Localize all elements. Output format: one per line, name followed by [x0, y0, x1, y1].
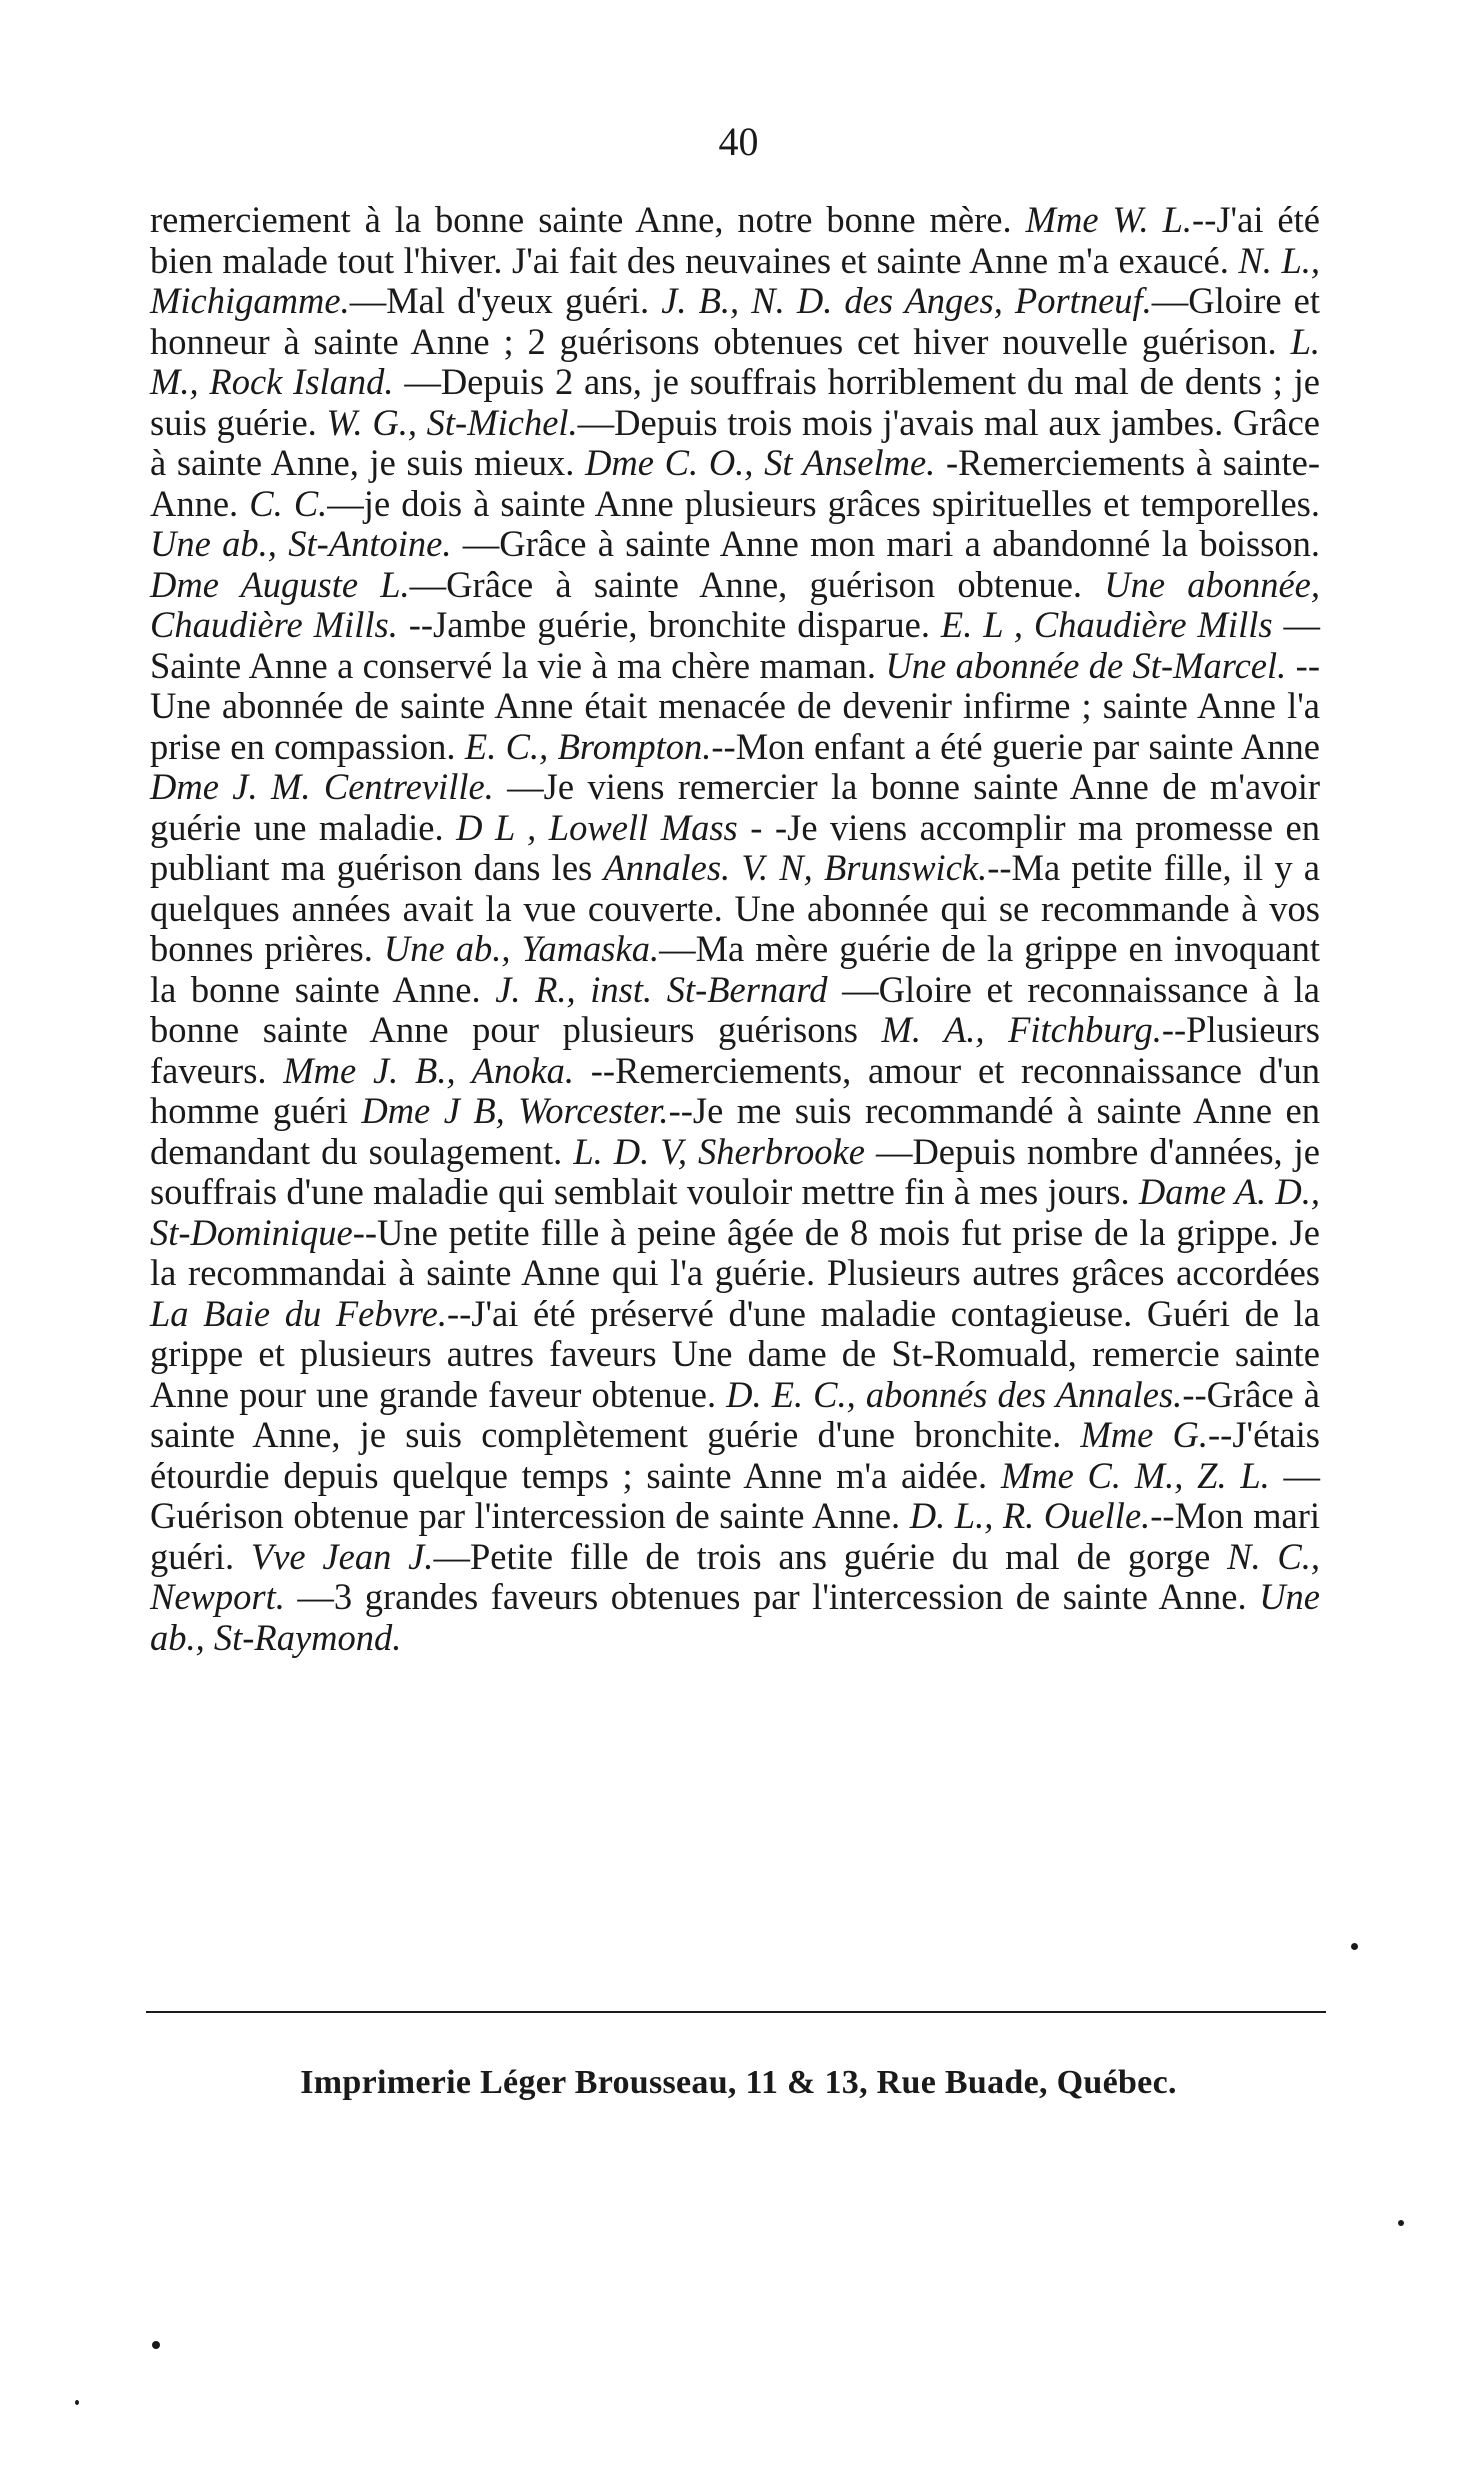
testimonial-text: —Petite fille de trois ans guérie du mal de gorge [433, 1535, 1228, 1577]
testimonial-text: —Depuis trois mois j'avais mal aux jambes. Grâce à sainte Anne, je suis mieux. [150, 401, 1321, 483]
testimonial-signature: M. A., Fitchburg. [881, 1009, 1162, 1050]
testimonial-signature: Mme C. M., Z. L. [1000, 1454, 1270, 1496]
testimonial-text: --Plusieurs faveurs. [150, 1009, 1320, 1091]
testimonial-text: —Je viens remercier la bonne sainte Anne de m'avoir guérie une maladie. [150, 766, 1320, 848]
testimonial-text: --Une abonnée de sainte Anne était menacée de devenir infirme ; sainte Anne l'a prise en compassion. [150, 644, 1320, 767]
testimonial-text: —Depuis 2 ans, je souffrais horriblement du mal de dents ; je suis guérie. [150, 361, 1320, 443]
testimonial-signature: D. E. C., abonnés des Annales. [726, 1373, 1183, 1415]
testimonial-signature: J. B., N. D. des Anges, Portneuf. [661, 280, 1152, 321]
ink-speck [1398, 2220, 1404, 2226]
testimonial-text: —je dois à sainte Anne plusieurs grâces spirituelles et temporelles. [327, 482, 1320, 524]
testimonial-text: --Mon enfant a été guerie par sainte Anne [711, 725, 1320, 767]
testimonial-signature: Dme Auguste L. [150, 563, 410, 605]
testimonial-signature: Une abonnée de St-Marcel. [885, 644, 1287, 686]
testimonial-signature: D. L., R. Ouelle. [909, 1495, 1151, 1536]
testimonial-signature: Une ab., St-Raymond. [150, 1576, 1320, 1658]
testimonial-signature: Mme G. [1080, 1414, 1209, 1455]
ink-speck [152, 2341, 160, 2349]
testimonial-signature: C. C. [249, 482, 328, 524]
testimonial-text: —Guérison obtenue par l'intercession de sainte Anne. [150, 1454, 1320, 1536]
testimonial-signature: Une ab., Yamaska. [383, 928, 660, 969]
footer-rule [146, 2011, 1326, 2013]
testimonial-signature: Vve Jean J. [250, 1535, 434, 1577]
testimonial-text: —Gloire et honneur à sainte Anne ; 2 guérisons obtenues cet hiver nouvelle guérison. [150, 280, 1320, 362]
testimonial-signature: E. C., Brompton. [464, 725, 712, 767]
testimonial-signature: Annales. V. N, Brunswick. [603, 847, 988, 888]
printer-imprint: Imprimerie Léger Brousseau, 11 & 13, Rue Buade, Québec. [300, 2064, 1177, 2101]
testimonial-text: --Jambe guérie, bronchite disparue. [397, 604, 941, 645]
testimonial-signature: Dme C. O., St Anselme. [585, 442, 936, 483]
testimonial-signature: Une ab., St-Antoine. [150, 523, 452, 564]
testimonial-text: —3 grandes faveurs obtenues par l'intercession de sainte Anne. [284, 1576, 1260, 1617]
testimonial-text: --Remerciements, amour et reconnaissance d'un homme guéri [150, 1049, 1320, 1131]
testimonial-text: --Ma petite fille, il y a quelques années avait la vue couverte. Une abonnée qui se recommande à vos bonnes prières. [150, 847, 1320, 969]
ink-speck [75, 2400, 79, 2405]
testimonial-text: —Gloire et reconnaissance à la bonne sainte Anne pour plusieurs guérisons [150, 968, 1321, 1050]
page-number: 40 [718, 119, 759, 164]
testimonial-text: --Je me suis recommandé à sainte Anne en demandant du soulagement. [150, 1090, 1320, 1172]
testimonial-text: - -Je viens accomplir ma promesse en publiant ma guérison dans les [150, 806, 1320, 888]
body-paragraph [150, 200, 1320, 1658]
testimonial-signature: Mme W. L. [1025, 199, 1193, 240]
testimonial-signature: J. R., inst. St-Bernard [495, 968, 828, 1010]
testimonial-text: --Grâce à sainte Anne, je suis complètement guérie d'une bronchite. [150, 1373, 1320, 1455]
testimonial-signature: L. M., Rock Island. [150, 320, 1320, 402]
testimonial-signature: D L , Lowell Mass [456, 806, 738, 848]
testimonial-signature: L. D. V, Sherbrooke [573, 1130, 865, 1172]
testimonial-signature: W. G., St-Michel. [326, 401, 578, 443]
testimonial-signature: E. L , Chaudière Mills [940, 604, 1273, 645]
testimonial-signature: N. C., Newport. [150, 1535, 1320, 1617]
testimonial-text: —Mal d'yeux guéri. [349, 280, 662, 321]
testimonial-text: --J'étais étourdie depuis quelque temps ; sainte Anne m'a aidée. [150, 1414, 1321, 1496]
testimonial-signature: N. L., Michigamme. [150, 239, 1320, 321]
testimonial-signature: Dame A. D., St-Dominique [150, 1171, 1320, 1253]
testimonial-signature: Une abonnée, Chaudière Mills. [150, 563, 1320, 645]
testimonial-signature: Dme J B, Worcester. [361, 1090, 669, 1131]
testimonial-signature: La Baie du Febvre. [150, 1292, 447, 1334]
testimonial-text: --Mon mari guéri. [150, 1495, 1320, 1577]
testimonial-text: --Une petite fille à peine âgée de 8 mois fut prise de la grippe. Je la recommandai à sainte Anne qui l'a guérie. Plusieurs autres grâces accordées [150, 1211, 1320, 1293]
testimonial-text: —Sainte Anne a conservé la vie à ma chère maman. [150, 604, 1320, 686]
testimonial-text: remerciement à la bonne sainte Anne, notre bonne mère. [150, 199, 1026, 240]
testimonial-text: --J'ai été bien malade tout l'hiver. J'ai fait des neuvaines et sainte Anne m'a exaucé. [150, 199, 1320, 281]
testimonial-text: —Ma mère guérie de la grippe en invoquant la bonne sainte Anne. [150, 928, 1320, 1010]
testimonial-text: --J'ai été préservé d'une maladie contagieuse. Guéri de la grippe et plusieurs autres faveurs Une dame de St-Romuald, remercie sainte Anne pour une grande faveur obtenue. [150, 1292, 1320, 1415]
testimonial-text: —Depuis nombre d'années, je souffrais d'une maladie qui semblait vouloir mettre fin à mes jours. [150, 1130, 1321, 1212]
testimonial-signature: Mme J. B., Anoka. [283, 1049, 575, 1091]
testimonial-text: —Grâce à sainte Anne mon mari a abandonné la boisson. [451, 523, 1320, 564]
testimonial-text: —Grâce à sainte Anne, guérison obtenue. [409, 563, 1105, 605]
ink-speck [1351, 1943, 1358, 1950]
testimonial-text: -Remerciements à sainte-Anne. [150, 442, 1320, 524]
testimonial-signature: Dme J. M. Centreville. [150, 766, 494, 807]
